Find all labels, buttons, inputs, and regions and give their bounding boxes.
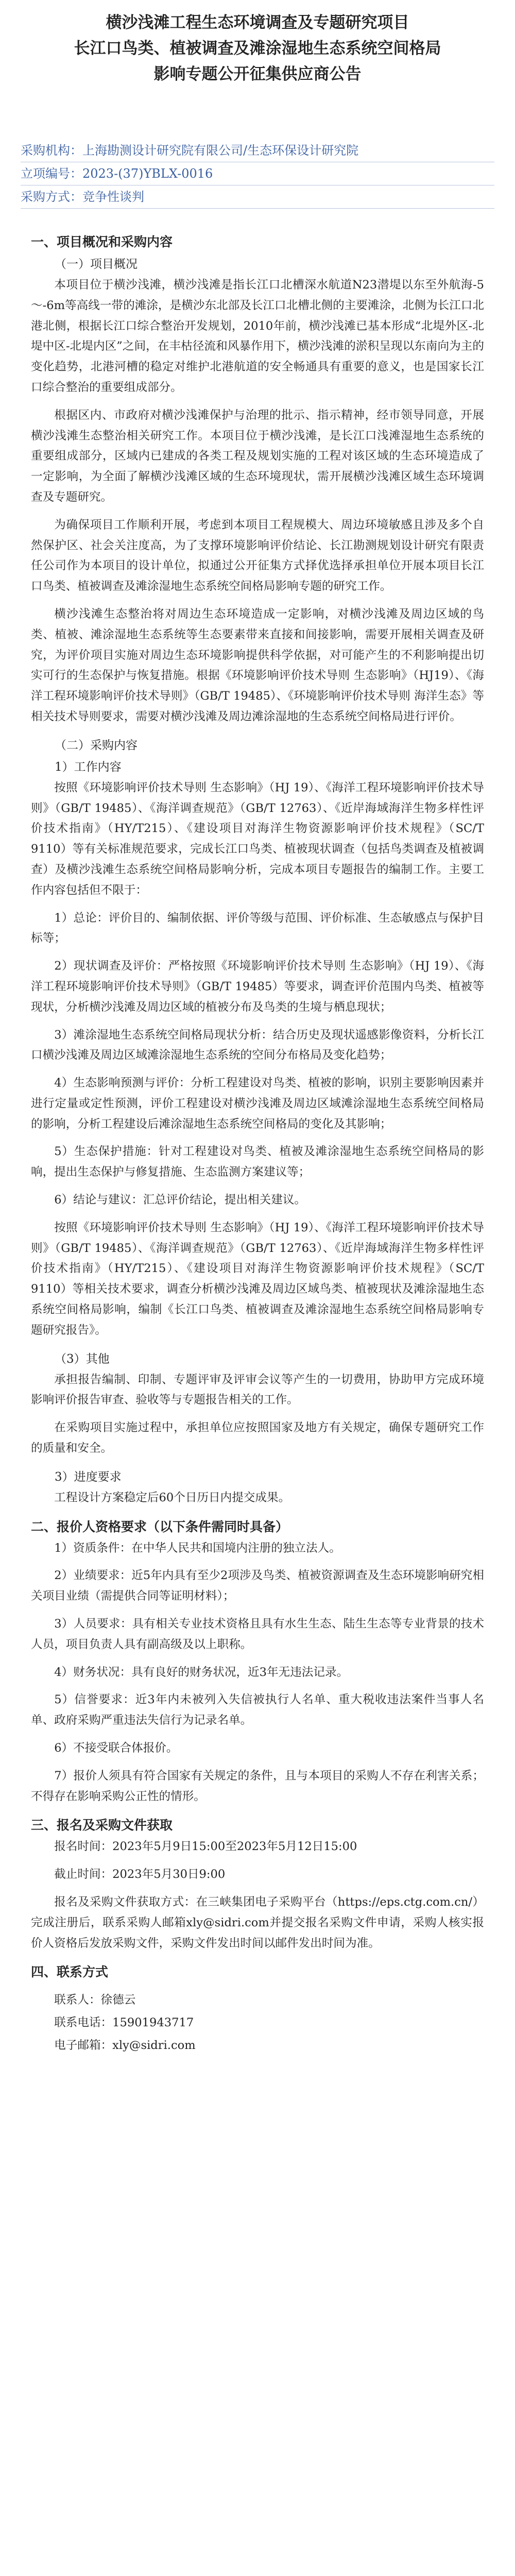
- paragraph: 6）不接受联合体报价。: [54, 1741, 178, 1755]
- meta-org-row: [21, 139, 494, 162]
- paragraph: 本项目位于横沙浅滩，横沙浅滩是指长江口北槽深水航道N23潜堤以东至外航海-5～-6m等高线一带的滩涂，是横沙东北部及长江口北槽北侧的主要滩涂，北侧为长江口北港北侧，根据长江口综合整治开发规划，2010年前，横沙浅滩已基本形成“北堤外区-北堤中区-北堤内区”之间，在丰枯径流和风暴作用下，横沙浅滩的淤积呈现以东南向为主的变化趋势，北港河槽的稳定对维护北港航道的安全畅通具有重要的意义，也是国家长江口综合整治的重要组成部分。: [31, 278, 484, 394]
- meta-type-row: [21, 185, 494, 209]
- paragraph: 截止时间：2023年5月30日9:00: [54, 1868, 226, 1882]
- paragraph: 承担报告编制、印制、专题评审及评审会议等产生的一切费用，协助甲方完成环境影响评价报告审查、验收等与专题报告相关的工作。: [31, 1372, 484, 1407]
- meta-project-value: 2023-(37)YBLX-0016: [82, 166, 213, 181]
- subsection-heading: （二）采购内容: [55, 738, 138, 752]
- meta-project-label: 立项编号：: [21, 166, 82, 181]
- paragraph: 3）滩涂湿地生态系统空间格局现状分析：结合历史及现状遥感影像资料，分析长江口横沙浅滩及周边区域滩涂湿地生态系统的空间分布格局及变化趋势；: [31, 1028, 484, 1062]
- paragraph: 7）报价人须具有符合国家有关规定的条件，且与本项目的采购人不存在利害关系；不得存在影响采购公正性的情形。: [31, 1769, 484, 1803]
- paragraph: 在采购项目实施过程中，承担单位应按照国家及地方有关规定，确保专题研究工作的质量和安全。: [31, 1421, 484, 1455]
- paragraph: 2）现状调查及评价：严格按照《环境影响评价技术导则 生态影响》（HJ 19）、《海洋工程环境影响评价技术导则》（GB/T 19485）等要求，调查评价范围内鸟类、植被等现状，分析横沙浅滩及周边区域的植被分布及鸟类的生境与栖息现状；: [31, 959, 484, 1014]
- contact-person: 联系人：徐德云: [54, 1993, 136, 2007]
- notice-body: [31, 231, 484, 2057]
- paragraph: 横沙浅滩生态整治将对周边生态环境造成一定影响，对横沙浅滩及周边区域的鸟类、植被、滩涂湿地生态系统等生态要素带来直接和间接影响，需要开展相关调查及研究，为评价项目实施对周边生态环境影响提供科学依据，对可能产生的不利影响提出切实可行的生态保护与恢复措施。根据《环境影响评价技术导则 生态影响》（HJ19）、《海洋工程环境影响评价技术导则》（GB/T 19485）、《环境影响评价技术导则 海洋生态》等相关技术导则要求，需要对横沙浅滩及周边滩涂湿地的生态系统空间格局进行评价。: [31, 607, 484, 723]
- meta-project-row: [21, 162, 494, 185]
- meta-org-value: 上海勘测设计研究院有限公司/生态环保设计研究院: [82, 143, 359, 158]
- subsection-heading: （3）其他: [55, 1352, 110, 1366]
- subsection-heading: 3）进度要求: [55, 1470, 122, 1484]
- meta-type-value: 竞争性谈判: [82, 190, 144, 204]
- page-title-line-1: 横沙浅滩工程生态环境调查及专题研究项目: [106, 13, 409, 32]
- notice-meta: [21, 139, 494, 209]
- section-heading: 三、报名及采购文件获取: [31, 1818, 173, 1833]
- contact-email[interactable]: 电子邮箱：xly@sidri.com: [54, 2039, 196, 2053]
- meta-type-label: 采购方式：: [21, 190, 82, 204]
- paragraph: 4）生态影响预测与评价：分析工程建设对鸟类、植被的影响，识别主要影响因素并进行定量或定性预测，评价工程建设对横沙浅滩及周边区域滩涂湿地生态系统空间格局的影响，分析工程建设后滩涂湿地生态系统空间格局的变化及其影响；: [31, 1076, 484, 1131]
- contact-phone: 联系电话：15901943717: [54, 2016, 194, 2030]
- page-title-line-3: 影响专题公开征集供应商公告: [153, 65, 362, 83]
- paragraph: 5）生态保护措施：针对工程建设对鸟类、植被及滩涂湿地生态系统空间格局的影响，提出生态保护与修复措施、生态监测方案建议等；: [31, 1145, 484, 1179]
- section-heading: 二、报价人资格要求（以下条件需同时具备）: [31, 1519, 289, 1534]
- paragraph: 5）信誉要求：近3年内未被列入失信被执行人名单、重大税收违法案件当事人名单、政府采购严重违法失信行为记录名单。: [31, 1693, 484, 1727]
- paragraph: 报名时间：2023年5月9日15:00至2023年5月12日15:00: [54, 1840, 357, 1854]
- paragraph: 1）资质条件：在中华人民共和国境内注册的独立法人。: [54, 1541, 341, 1555]
- paragraph: 3）人员要求：具有相关专业技术资格且具有水生生态、陆生生态等专业背景的技术人员，项目负责人具有副高级及以上职称。: [31, 1617, 484, 1651]
- section-heading: 四、联系方式: [31, 1964, 109, 1980]
- subsection-heading: 1）工作内容: [55, 760, 122, 774]
- paragraph: 4）财务状况：具有良好的财务状况，近3年无违法记录。: [54, 1665, 349, 1679]
- page-title-line-2: 长江口鸟类、植被调查及滩涂湿地生态系统空间格局: [74, 39, 441, 58]
- paragraph: 工程设计方案稳定后60个日历日内提交成果。: [54, 1490, 290, 1504]
- paragraph: 1）总论：评价目的、编制依据、评价等级与范围、评价标准、生态敏感点与保护目标等；: [31, 911, 484, 945]
- meta-org-label: 采购机构：: [21, 143, 82, 158]
- paragraph: 根据区内、市政府对横沙浅滩保护与治理的批示、指示精神，经市领导同意，开展横沙浅滩生态整治相关研究工作。本项目位于横沙浅滩，是长江口浅滩湿地生态系统的重要组成部分，区域内已建成的各类工程及规划实施的工程对该区域的生态环境造成了一定影响，为全面了解横沙浅滩区域的生态环境现状，需开展横沙浅滩区域生态环境调查及专题研究。: [31, 408, 484, 504]
- paragraph: 按照《环境影响评价技术导则 生态影响》（HJ 19）、《海洋工程环境影响评价技术导则》（GB/T 19485）、《海洋调查规范》（GB/T 12763）、《近岸海域海洋生物多样性评价技术指南》（HY/T215）、《建设项目对海洋生物资源影响评价技术规程》（SC/T 9110）等有关标准规范要求，完成长江口鸟类、植被现状调查（包括鸟类调查及植被调查）及横沙浅滩生态系统空间格局影响分析，完成本项目专题报告的编制工作。主要工作内容包括但不限于：: [31, 781, 484, 897]
- paragraph: 6）结论与建议：汇总评价结论，提出相关建议。: [54, 1193, 306, 1207]
- section-heading: 一、项目概况和采购内容: [31, 234, 173, 249]
- paragraph: 2）业绩要求：近5年内具有至少2项涉及鸟类、植被资源调查及生态环境影响研究相关项目业绩（需提供合同等证明材料）；: [31, 1569, 484, 1603]
- contact-block: [31, 1989, 484, 2057]
- subsection-heading: （一）项目概况: [55, 258, 138, 271]
- paragraph: 按照《环境影响评价技术导则 生态影响》（HJ 19）、《海洋工程环境影响评价技术导则》（GB/T 19485）、《海洋调查规范》（GB/T 12763）、《近岸海域海洋生物多样性评价技术指南》（HY/T215）、《建设项目对海洋生物资源影响评价技术规程》（SC/T 9110）等相关技术要求，调查分析横沙浅滩及周边区域鸟类、植被现状及滩涂湿地生态系统空间格局影响，编制《长江口鸟类、植被调查及滩涂湿地生态系统空间格局影响专题研究报告》。: [31, 1221, 484, 1337]
- paragraph: 报名及采购文件获取方式：在三峡集团电子采购平台（https://eps.ctg.com.cn/）完成注册后，联系采购人邮箱xly@sidri.com并提交报名采购文件申请，采购人核实报价人资格后发放采购文件，采购文件发出时间以邮件发出时间为准。: [31, 1895, 484, 1950]
- paragraph: 为确保项目工作顺利开展，考虑到本项目工程规模大、周边环境敏感且涉及多个自然保护区、社会关注度高，为了支撑环境影响评价结论、长江勘测规划设计研究有限责任公司作为本项目的设计单位，拟通过公开征集方式择优选择承担单位开展本项目长江口鸟类、植被调查及滩涂湿地生态系统空间格局影响专题的研究工作。: [31, 518, 484, 594]
